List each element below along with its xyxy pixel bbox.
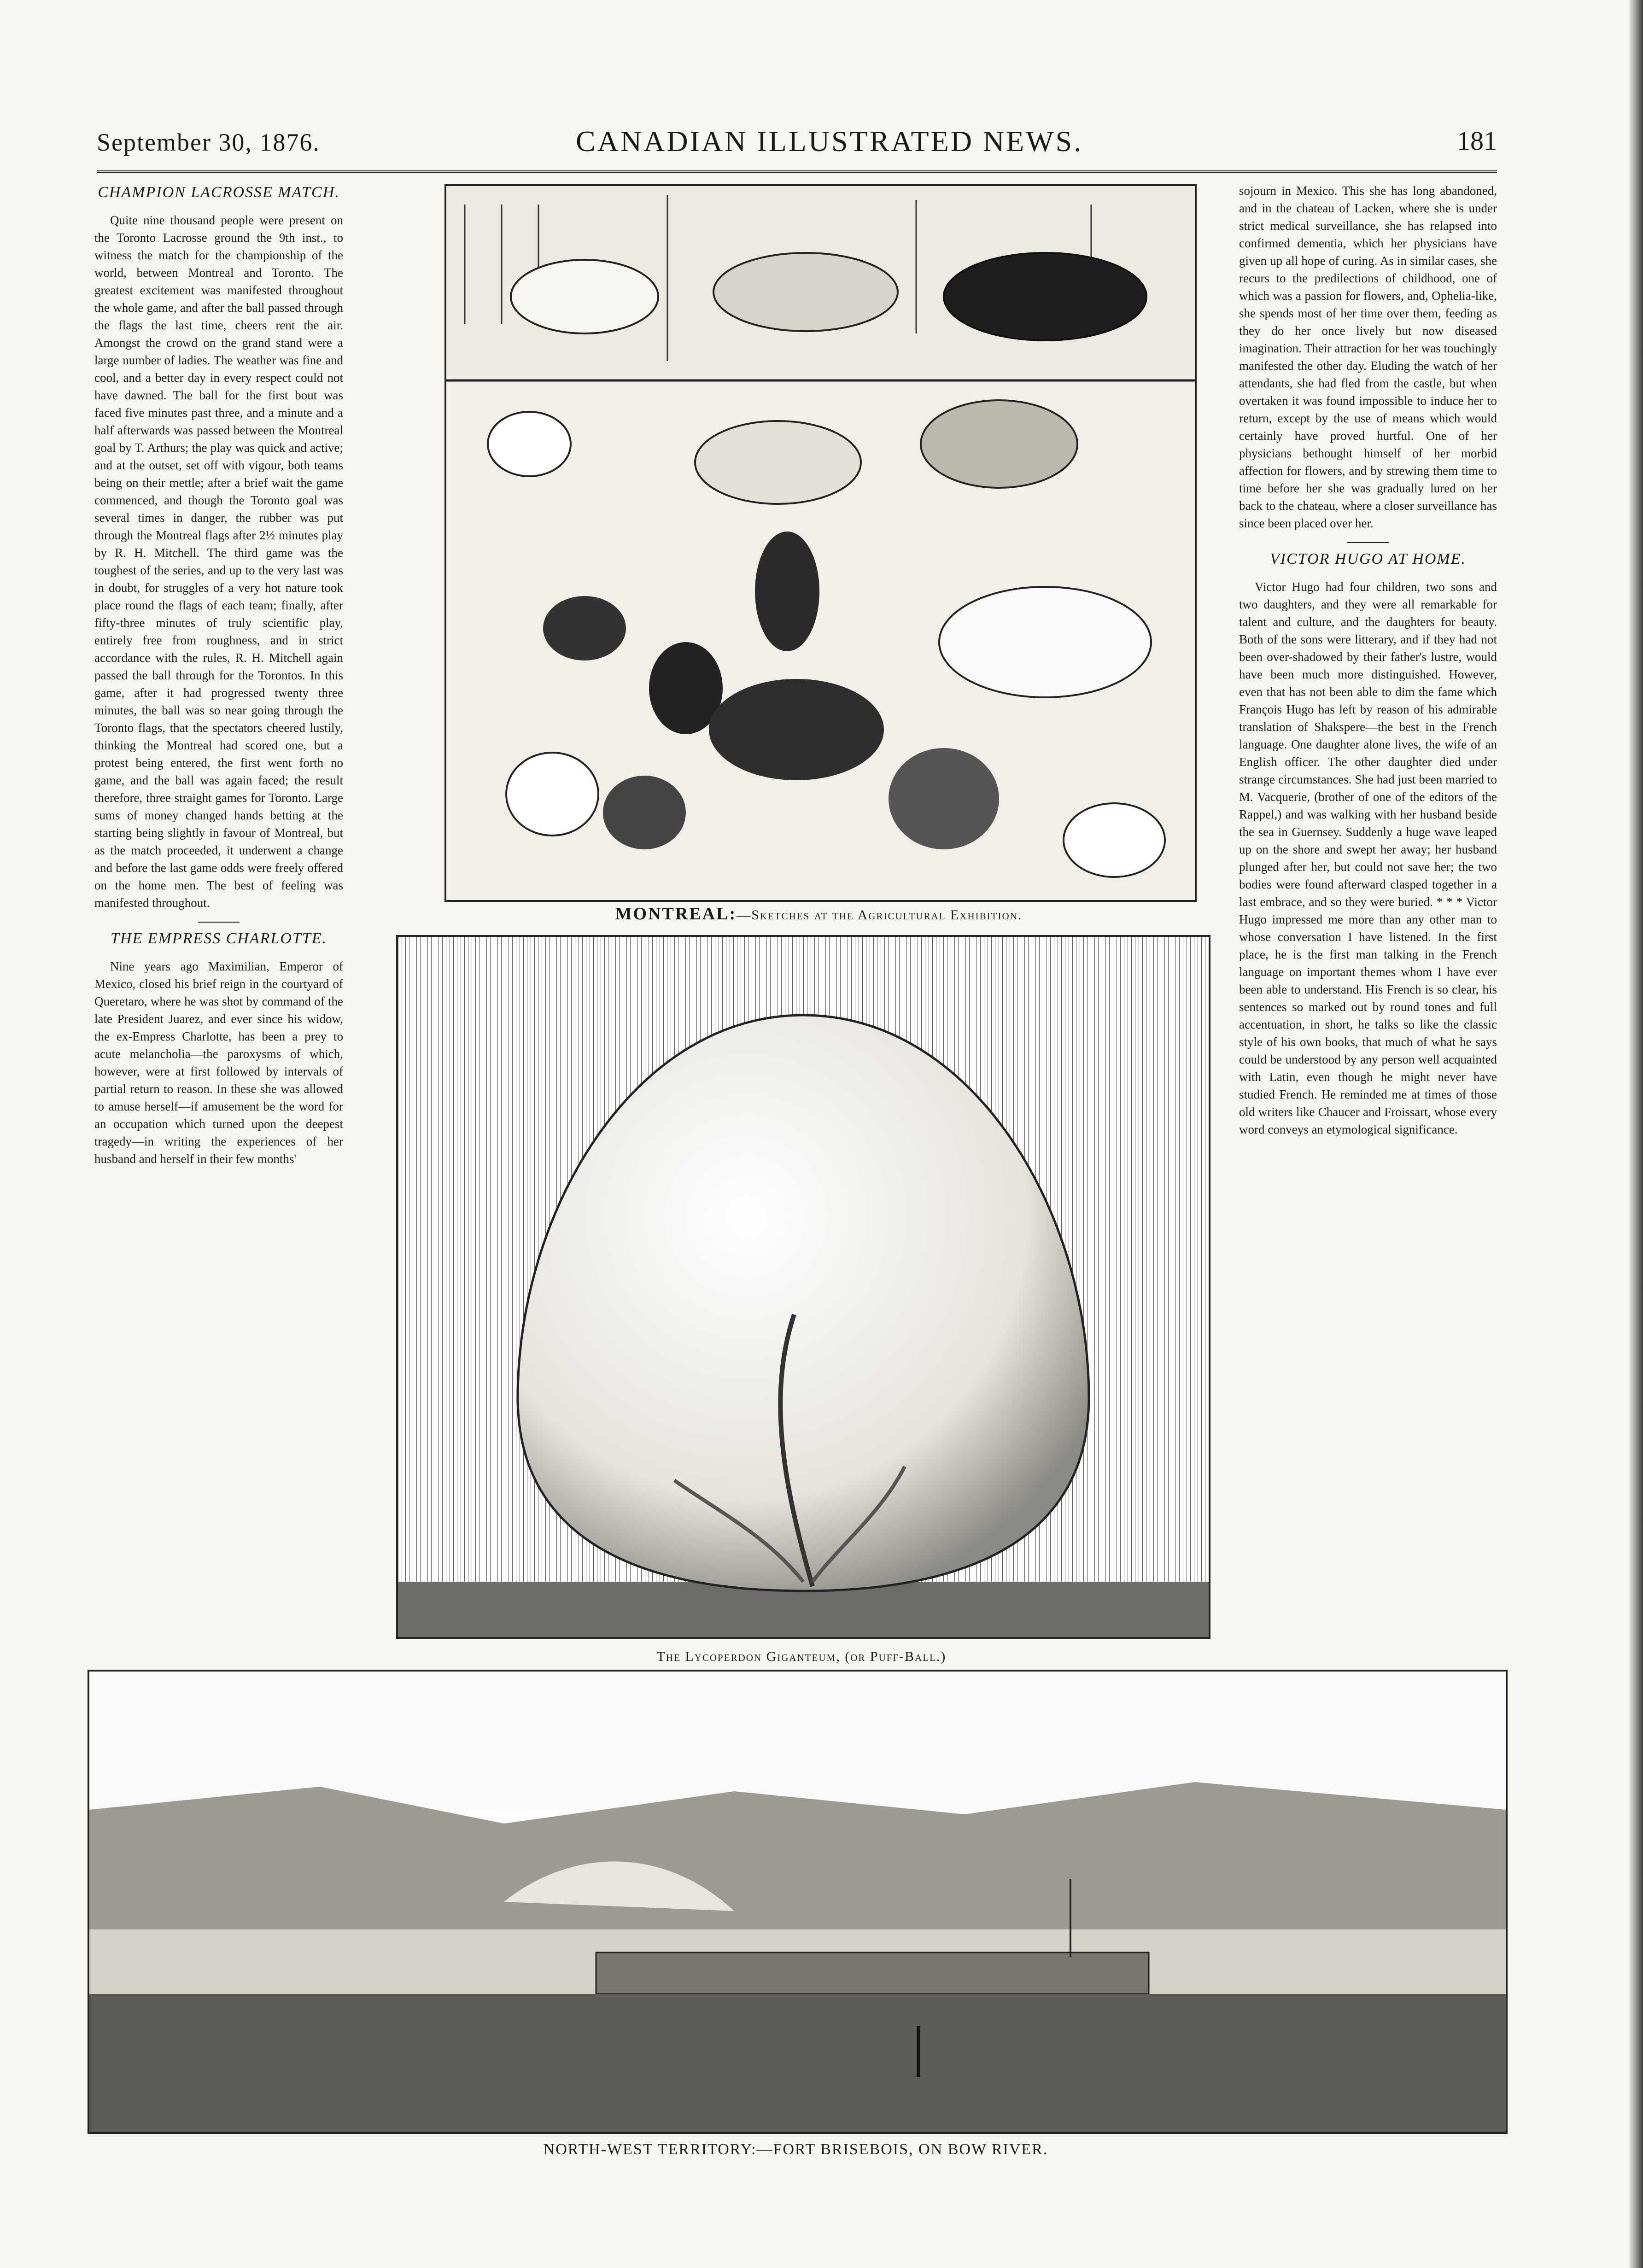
article-title-hugo: VICTOR HUGO AT HOME. <box>1270 550 1466 567</box>
fort-brisebois-engraving <box>88 1670 1508 2134</box>
right-column <box>1239 182 1497 1619</box>
article-title-empress: THE EMPRESS CHARLOTTE. <box>111 930 327 947</box>
article-body-empress: Nine years ago Maximilian, Emperor of Mexico, closed his brief reign in the courtyard of Queretaro, where he was shot by command of the late President Juarez, and ever since his widow, the ex-Empress Charlotte, has been a prey to acute melancholia—the paroxysms of which, however, were at first followed by intervals of partial return to reason. In these she was allowed to amuse herself—if amusement be the word for an occupation which turned upon the deepest tragedy—in writing the experiences of her husband and herself in their few months' <box>94 959 343 1166</box>
fort-brisebois-caption: NORTH-WEST TERRITORY:—FORT BRISEBOIS, ON BOW RIVER. <box>543 2141 1048 2158</box>
newspaper-title: CANADIAN ILLUSTRATED NEWS. <box>576 125 1083 158</box>
caption-place: MONTREAL: <box>615 904 737 924</box>
puffball-engraving <box>396 935 1210 1639</box>
caption-text: —Sketches at the Agricultural Exhibition. <box>737 907 1023 923</box>
landscape-illustration <box>89 1672 1506 2132</box>
masthead <box>97 120 1497 170</box>
article-divider <box>1347 542 1389 543</box>
puffball-caption: The Lycoperdon Giganteum, (or Puff-Ball.) <box>656 1649 947 1664</box>
article-title-lacrosse: CHAMPION LACROSSE MATCH. <box>98 184 340 201</box>
agricultural-exhibition-caption <box>444 904 1193 924</box>
article-body-empress-continued: sojourn in Mexico. This she has long abandoned, and in the chateau of Lacken, where she is under strict medical surveillance, she has relapsed into confirmed dementia, which her physicians have given up all hope of curing. As in similar cases, she recurs to the predilections of childhood, one of which was a passion for flowers, and, Ophelia-like, she spends most of her time over them, feeding as they do her once lively but now diseased imagination. Their attraction for her was touchingly manifested the other day. Eluding the watch of her attendants, she had fled from the castle, but when overtaken it was found impossible to induce her to return, except by the use of means which would certainly have proved hurtful. One of her physicians bethought himself of her morbid affection for flowers, and by strewing them time to time before her she was gradually lured on her back to the chateau, where a closer surveillance has since been placed over her. <box>1239 184 1497 530</box>
masthead-rule <box>97 170 1497 173</box>
article-divider <box>198 922 240 923</box>
agricultural-exhibition-engraving <box>444 184 1197 902</box>
issue-date: September 30, 1876. <box>97 129 320 156</box>
engraving-illustration <box>446 186 1195 900</box>
article-body-lacrosse: Quite nine thousand people were present on the Toronto Lacrosse ground the 9th inst., to witness the match for the championship of the world, between Montreal and Toronto. The greatest excitement was manifested throughout the whole game, and after the ball passed through the flags the last time, cheers rent the air. Amongst the crowd on the grand stand were a large number of ladies. The weather was fine and cool, and a better day in every respect could not have dawned. The ball for the first bout was faced five minutes past three, and a minute and a half afterwards was passed between the Montreal goal by T. Arthurs; the play was quick and active; and at the outset, set off with vigour, both teams being on their mettle; after a brief wait the game commenced, and though the Toronto goal was several times in danger, the rubber was put through the Montreal flags after 2½ minutes play by R. H. Mitchell. The third game was the toughest of the series, and up to the very last was in doubt, for struggles of a very hot nature took place round the flags of each team; finally, after fifty-three minutes of truly scientific play, entirely free from roughness, and in strict accordance with the rules, R. H. Mitchell again passed the ball through for the Torontos. In this game, after it had progressed twenty three minutes, the ball was so near going through the Toronto flags, that the spectators cheered lustily, thinking the Montreal had scored one, but a protest being entered, the first went forth no game, and the ball was again faced; the result therefore, three straight games for Toronto. Large sums of money changed hands betting at the starting being slightly in favour of Montreal, but as the match proceeded, it underwent a change and before the last game odds were freely offered on the home men. The best of feeling was manifested throughout. <box>94 213 343 910</box>
left-column <box>94 182 343 1628</box>
article-body-hugo: Victor Hugo had four children, two sons and two daughters, and they were all remarkable for talent and culture, and the daughters for beauty. Both of the sons were litterary, and if they had not been over-shadowed by their father's lustre, would have been much more distinguished. However, even that has not been able to dim the fame which François Hugo has left by reason of his admirable translation of Shakspere—the best in the French language. One daughter alone lives, the wife of an English officer. The other daughter died under strange circumstances. She had just been married to M. Vacquerie, (brother of one of the editors of the Rappel,) and was walking with her husband beside the sea in Guernsey. Suddenly a huge wave leaped up on the shore and swept her away; her husband plunged after her, but could not save her; the two bodies were found afterward clasped together in a last embrace, and so they were buried. * * * Victor Hugo impressed me more than any other man to whose conversation I have listened. In the first place, he is the first man talking in the French language on important themes whom I have ever been able to understand. His French is so clear, his sentences so marked out by round tones and full accentuation, in short, he talks so like the classic style of his own books, that much of what he says could be understood by any person well acquainted with Latin, even though he might never have studied French. He reminded me at times of those old writers like Chaucer and Froissart, whose every word conveys an etymological significance. <box>1239 580 1497 1136</box>
page-edge-shadow <box>1629 0 1643 2268</box>
puffball-illustration <box>398 937 1209 1637</box>
page-number: 181 <box>1457 126 1497 156</box>
